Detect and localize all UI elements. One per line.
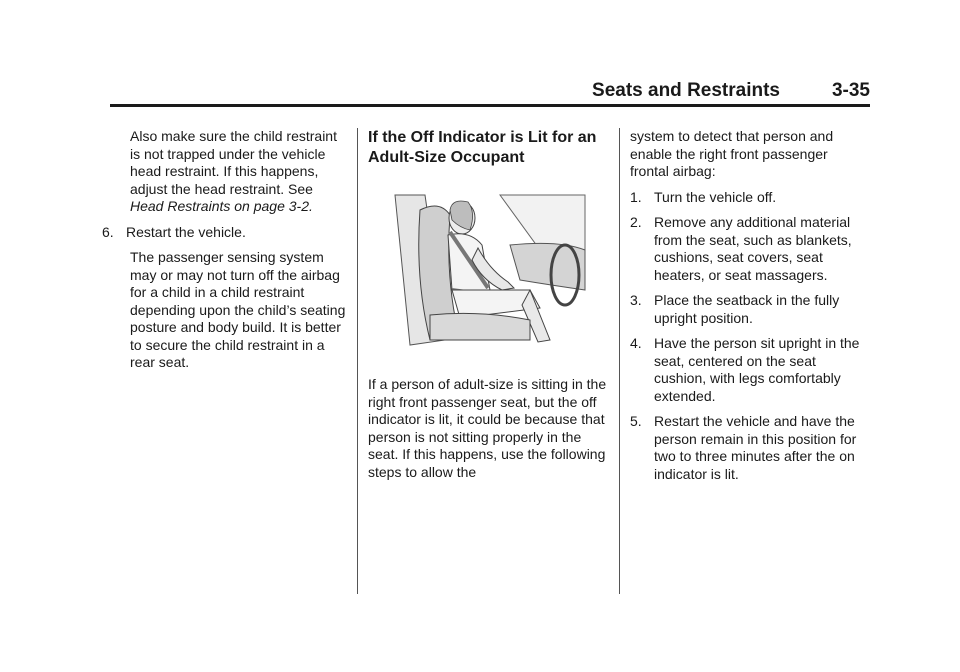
step-number: 2. xyxy=(630,214,642,230)
step-number: 4. xyxy=(630,335,642,351)
paragraph-intro: system to detect that person and enable the right front passenger frontal airbag: xyxy=(630,128,834,179)
step-text: Remove any additional material from the seat, such as blankets, cushions, seat covers, seat heaters, or seat massagers. xyxy=(654,214,852,283)
column-2 xyxy=(368,128,608,489)
page-header xyxy=(110,82,870,107)
step-text: Have the person sit upright in the seat, centered on the seat cushion, with legs comfortably extended. xyxy=(654,335,860,404)
adult-occupant-illustration xyxy=(390,190,590,350)
column-1 xyxy=(102,128,347,380)
seated-passenger-image xyxy=(390,190,590,350)
step-text: Place the seatback in the fully upright position. xyxy=(654,292,840,326)
column-divider-1 xyxy=(357,128,358,594)
step-text: Restart the vehicle. xyxy=(126,223,246,240)
column-3 xyxy=(630,128,870,491)
step-number: 1. xyxy=(630,188,642,205)
paragraph-adult-occupant: If a person of adult-size is sitting in the right front passenger seat, but the off indicator is lit, it could be because that person is not sitting properly in the seat. If this happens, use the following steps to allow the xyxy=(368,376,607,480)
step-6 xyxy=(102,224,347,242)
step-5 xyxy=(630,413,870,483)
step-3 xyxy=(630,292,870,327)
section-heading: If the Off Indicator is Lit for an Adult-Size Occupant xyxy=(368,129,597,166)
step-text: Turn the vehicle off. xyxy=(654,188,777,205)
step-number: 6. xyxy=(102,223,114,240)
cross-reference-link[interactable]: Head Restraints on page 3-2. xyxy=(130,198,313,214)
column-divider-2 xyxy=(619,128,620,594)
step-text: Restart the vehicle and have the person remain in this position for two to three minutes after the on indicator is lit. xyxy=(654,413,857,482)
paragraph-child-restraint xyxy=(102,128,347,216)
step-2 xyxy=(630,214,870,284)
step-number: 3. xyxy=(630,292,642,308)
step-4 xyxy=(630,335,870,405)
page-number: 3-35 xyxy=(831,80,870,101)
paragraph-text: Also make sure the child restraint is not trapped under the vehicle head restraint. If this happens, adjust the head restraint. See xyxy=(130,128,337,197)
step-1 xyxy=(630,189,870,207)
paragraph-sensing-system: The passenger sensing system may or may not turn off the airbag for a child in a child restraint depending upon the child’s seating posture and body build. It is better to secure the child restraint in a rear seat. xyxy=(130,249,346,370)
section-title: Seats and Restraints xyxy=(592,80,780,101)
step-number: 5. xyxy=(630,413,642,429)
